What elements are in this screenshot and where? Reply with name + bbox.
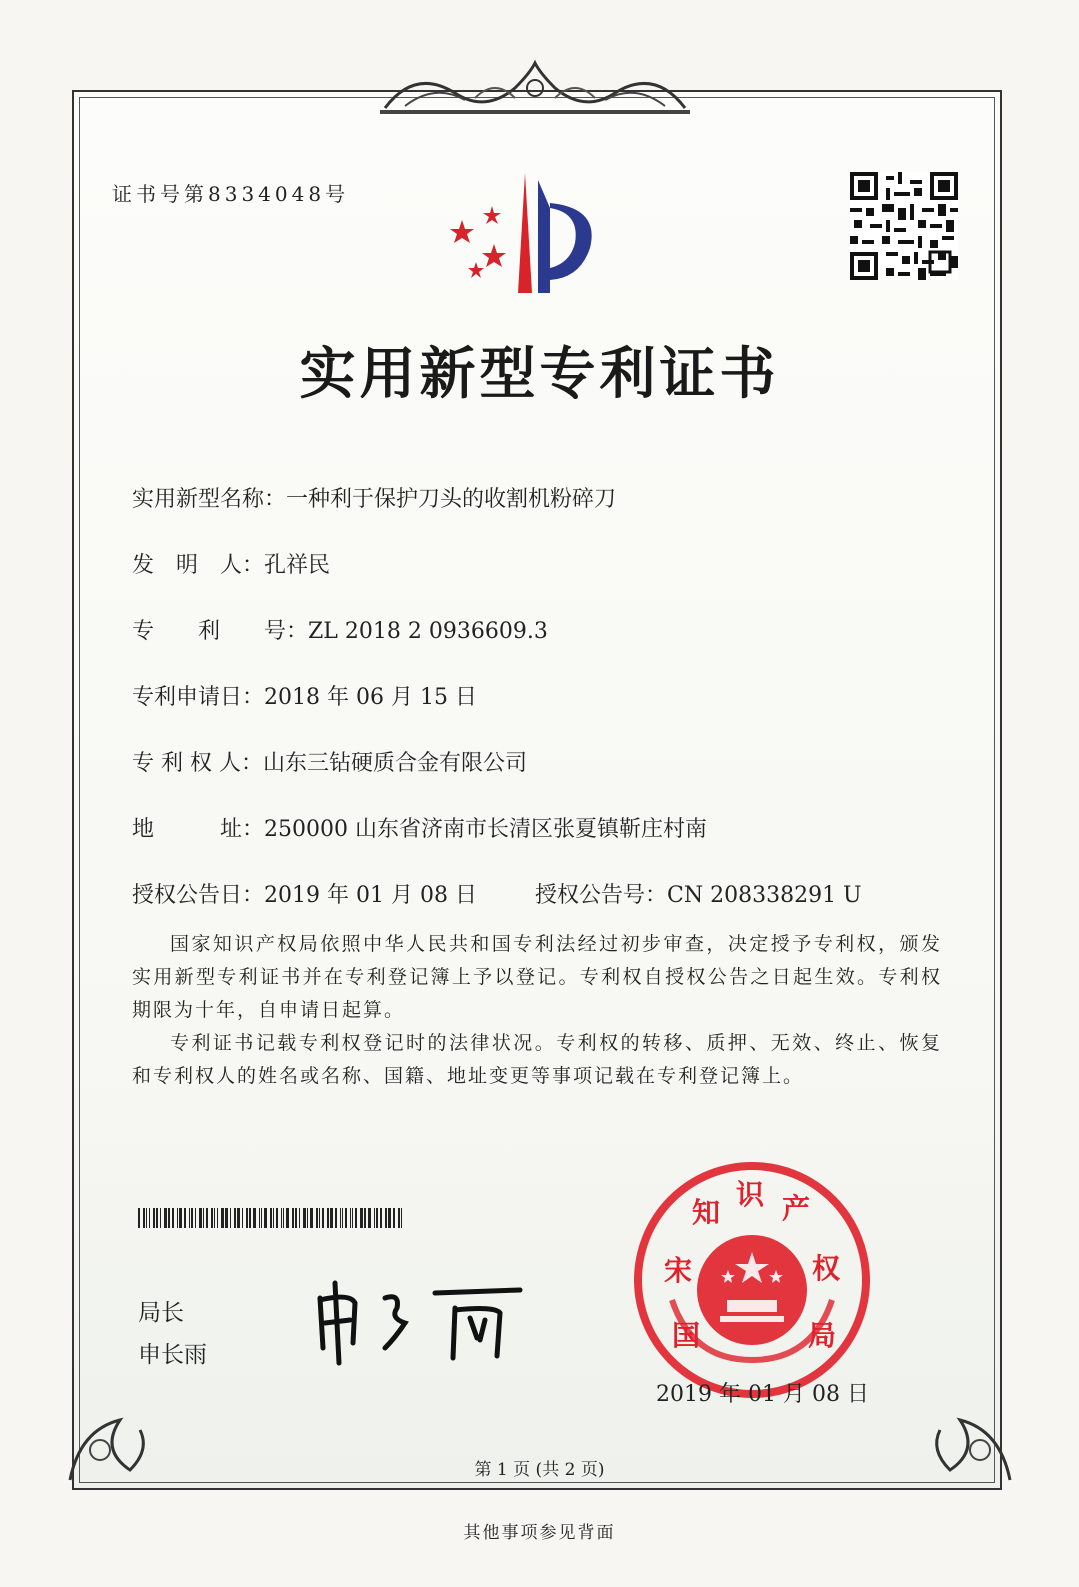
qr-code-icon: [850, 172, 958, 280]
svg-text:识: 识: [736, 1178, 765, 1211]
field-label: 发 明 人：: [132, 553, 265, 578]
svg-text:宋: 宋: [664, 1254, 693, 1287]
field-value: 2018 年 06 月 15 日: [264, 685, 477, 710]
field-value: 一种利于保护刀头的收割机粉碎刀: [286, 487, 617, 512]
field-label: 专 利 权 人：: [132, 751, 263, 776]
field-address: [132, 812, 707, 843]
certificate-title: 实用新型专利证书: [299, 341, 780, 407]
handwritten-signature-icon: [305, 1268, 545, 1368]
top-ornament-icon: [375, 58, 695, 118]
field-value: 250000 山东省济南市长清区张夏镇靳庄村南: [264, 817, 707, 842]
page-number: 第 1 页 (共 2 页): [474, 1460, 605, 1480]
field-utility-model-name: [132, 482, 616, 513]
field-label: 授权公告日：: [132, 883, 265, 908]
certificate-number-value: 8334048: [208, 182, 326, 206]
certificate-number-label: 证书号第: [112, 182, 208, 206]
director-name: 申长雨: [138, 1342, 207, 1368]
footer-note: 其他事项参见背面: [463, 1523, 616, 1543]
field-value: 孔祥民: [264, 553, 331, 578]
field-grant-date: [132, 878, 477, 909]
svg-text:国: 国: [672, 1319, 701, 1352]
svg-text:局: 局: [808, 1319, 837, 1352]
body-paragraph: 国家知识产权局依照中华人民共和国专利法经过初步审查，决定授予专利权，颁发实用新型专利证书并在专利登记簿上予以登记。专利权自授权公告之日起生效。专利权期限为十年，自申请日起算。: [132, 933, 942, 1021]
field-value: CN 208338291 U: [667, 883, 862, 908]
field-application-date: [132, 680, 477, 711]
field-label: 授权公告号：: [535, 883, 668, 908]
official-seal-icon: [632, 1160, 872, 1400]
field-grant-publication-number: [535, 878, 862, 909]
field-value: 2019 年 01 月 08 日: [264, 883, 477, 908]
body-paragraph: 专利证书记载专利权登记时的法律状况。专利权的转移、质押、无效、终止、恢复和专利权人的姓名或名称、国籍、地址变更等事项记载在专利登记簿上。: [132, 1032, 942, 1087]
field-label: 地 址：: [132, 817, 265, 842]
seal-date: 2019 年 01 月 08 日: [656, 1382, 869, 1407]
field-value: ZL 2018 2 0936609.3: [308, 619, 548, 644]
svg-text:权: 权: [812, 1252, 841, 1285]
svg-text:知: 知: [692, 1196, 721, 1229]
field-value: 山东三钻硬质合金有限公司: [262, 751, 527, 776]
certificate-number-suffix: 号: [325, 182, 350, 206]
field-label: 实用新型名称：: [132, 487, 287, 512]
field-label: 专利申请日：: [132, 685, 265, 710]
field-label: 专 利 号：: [132, 619, 309, 644]
certificate-number: [112, 178, 349, 207]
director-title: 局长: [138, 1300, 184, 1326]
svg-text:产: 产: [782, 1192, 811, 1225]
barcode-icon: [138, 1208, 406, 1228]
patent-office-logo-icon: [450, 168, 620, 298]
field-inventor: [132, 548, 330, 579]
director-block: [138, 1292, 207, 1376]
field-patent-number: [132, 614, 548, 645]
field-patentee: [132, 746, 527, 777]
